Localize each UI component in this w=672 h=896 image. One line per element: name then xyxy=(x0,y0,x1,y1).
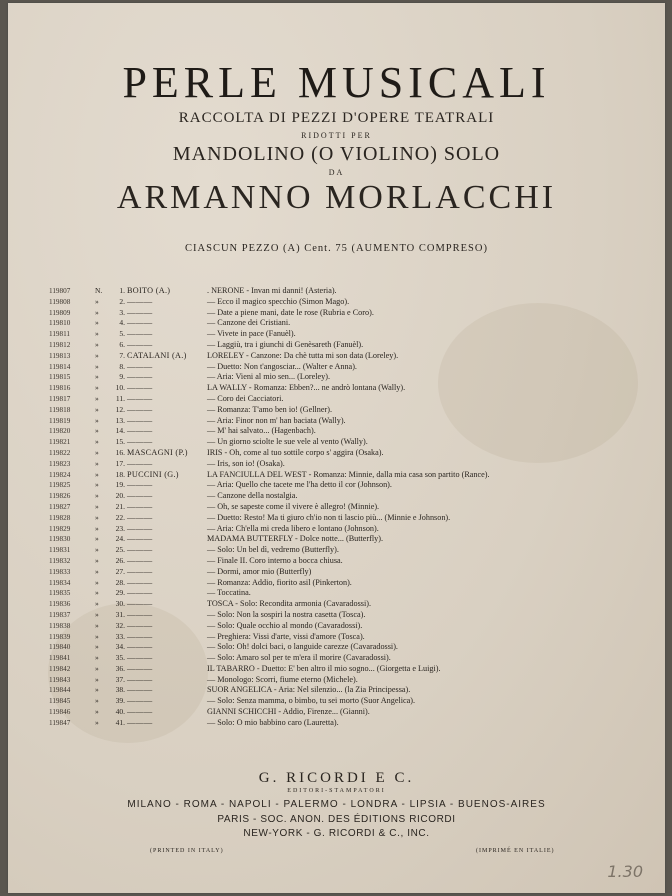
list-item xyxy=(49,632,609,643)
number-mark: » xyxy=(95,588,99,598)
catalog-number: 119827 xyxy=(49,502,71,511)
list-item xyxy=(49,675,609,686)
piece-description: — Solo: Senza mamma, o bimbo, tu sei morto (Suor Angelica). xyxy=(207,696,416,706)
composer-name: ——— xyxy=(127,534,153,544)
piece-index: 35. xyxy=(115,653,125,663)
catalog-number: 119816 xyxy=(49,384,71,393)
piece-description: — Solo: Non la sospiri la nostra casetta (Tosca). xyxy=(207,609,366,619)
number-mark: » xyxy=(95,696,99,706)
piece-index: 2. xyxy=(119,296,125,306)
list-item xyxy=(49,599,609,610)
list-item xyxy=(49,578,609,589)
piece-description: — Date a piene mani, date le rose (Rubria e Coro). xyxy=(207,307,374,317)
number-mark: » xyxy=(95,383,99,393)
piece-description: — Romanza: T'amo ben io! (Gellner). xyxy=(207,404,333,414)
catalog-number: 119832 xyxy=(49,556,71,565)
number-mark: » xyxy=(95,329,99,339)
composer-name: ——— xyxy=(127,545,153,555)
number-mark: » xyxy=(95,685,99,695)
number-mark: » xyxy=(95,577,99,587)
number-mark: » xyxy=(95,631,99,641)
composer-name: CATALANI (A.) xyxy=(127,350,187,360)
composer-name: ——— xyxy=(127,696,153,706)
list-item xyxy=(49,664,609,675)
piece-description: — Duetto: Non t'angosciar... (Walter e Anna). xyxy=(207,361,357,371)
catalog-number: 119840 xyxy=(49,643,71,652)
piece-index: 40. xyxy=(115,707,125,717)
composer-name: ——— xyxy=(127,458,153,468)
composer-name: ——— xyxy=(127,512,153,522)
piece-description: — Laggiù, tra i giunchi di Genèsareth (Fanuèl). xyxy=(207,339,364,349)
piece-description: — Coro dei Cacciatori. xyxy=(207,393,284,403)
list-item xyxy=(49,491,609,502)
catalog-number: 119811 xyxy=(49,330,71,339)
number-mark: » xyxy=(95,674,99,684)
catalog-number: 119837 xyxy=(49,610,71,619)
list-item xyxy=(49,437,609,448)
number-mark: » xyxy=(95,663,99,673)
composer-name: MASCAGNI (P.) xyxy=(127,447,188,457)
piece-index: 4. xyxy=(119,318,125,328)
piece-description: TOSCA - Solo: Recondita armonia (Cavaradossi). xyxy=(207,599,372,609)
list-item xyxy=(49,718,609,729)
catalog-number: 119834 xyxy=(49,578,71,587)
list-item xyxy=(49,448,609,459)
author-name: ARMANNO MORLACCHI xyxy=(116,179,557,216)
catalog-number: 119828 xyxy=(49,513,71,522)
list-item xyxy=(49,351,609,362)
piece-index: 15. xyxy=(115,437,125,447)
number-mark: » xyxy=(95,480,99,490)
composer-name: ——— xyxy=(127,501,153,511)
piece-index: 21. xyxy=(115,501,125,511)
number-mark: » xyxy=(95,393,99,403)
number-mark: » xyxy=(95,339,99,349)
printed-in-italy: (PRINTED IN ITALY) xyxy=(150,848,224,854)
list-item xyxy=(49,416,609,427)
number-mark: » xyxy=(95,555,99,565)
piece-description: — Solo: Oh! dolci baci, o languide carezze (Cavaradossi). xyxy=(207,642,398,652)
catalog-number: 119842 xyxy=(49,664,71,673)
number-mark: » xyxy=(95,642,99,652)
catalog-number: 119817 xyxy=(49,394,71,403)
catalog-number: 119830 xyxy=(49,535,71,544)
sheet-music-cover xyxy=(8,3,665,893)
catalog-number: 119822 xyxy=(49,448,71,457)
number-mark: » xyxy=(95,512,99,522)
number-mark: » xyxy=(95,491,99,501)
piece-index: 30. xyxy=(115,599,125,609)
list-item xyxy=(49,297,609,308)
price-line: CIASCUN PEZZO (A) Cent. 75 (AUMENTO COMPRESO) xyxy=(185,243,488,254)
number-mark: » xyxy=(95,469,99,479)
list-item xyxy=(49,545,609,556)
composer-name: ——— xyxy=(127,361,153,371)
catalog-number: 119846 xyxy=(49,708,71,717)
piece-description: SUOR ANGELICA - Aria: Nel silenzio... (la Zia Principessa). xyxy=(207,685,411,695)
catalog-number: 119809 xyxy=(49,308,71,317)
composer-name: ——— xyxy=(127,437,153,447)
number-mark: » xyxy=(95,296,99,306)
piece-description: — Solo: O mio babbino caro (Lauretta). xyxy=(207,717,339,727)
piece-description: — Aria: Quello che tacete me l'ha detto il cor (Johnson). xyxy=(207,480,392,490)
composer-name: ——— xyxy=(127,296,153,306)
list-item xyxy=(49,426,609,437)
piece-index: 1. xyxy=(119,286,125,295)
piece-description: — Solo: Un bel dì, vedremo (Butterfly). xyxy=(207,545,339,555)
number-mark: » xyxy=(95,534,99,544)
composer-name: ——— xyxy=(127,393,153,403)
catalog-number: 119812 xyxy=(49,340,71,349)
number-mark: » xyxy=(95,566,99,576)
catalog-number: 119810 xyxy=(49,319,71,328)
composer-name: ——— xyxy=(127,426,153,436)
piece-description: LORELEY - Canzone: Da chè tutta mi son data (Loreley). xyxy=(207,350,399,360)
composer-name: ——— xyxy=(127,329,153,339)
catalog-number: 119844 xyxy=(49,686,71,695)
publisher-paris: PARIS - SOC. ANON. DES ÉDITIONS RICORDI xyxy=(217,814,456,825)
piece-description: IL TABARRO - Duetto: E' ben altro il mio sogno... (Giorgetta e Luigi). xyxy=(207,663,441,673)
catalog-number: 119824 xyxy=(49,470,71,479)
piece-description: — Aria: Ch'ella mi creda libero e lontano (Johnson). xyxy=(207,523,379,533)
list-item xyxy=(49,556,609,567)
piece-description: — Dormi, amor mio (Butterfly) xyxy=(207,566,312,576)
catalog-number: 119826 xyxy=(49,492,71,501)
catalog-number: 119847 xyxy=(49,718,71,727)
list-item xyxy=(49,502,609,513)
piece-description: — Aria: Vieni al mio sen... (Loreley). xyxy=(207,372,331,382)
list-item xyxy=(49,524,609,535)
piece-index: 17. xyxy=(115,458,125,468)
piece-index: 13. xyxy=(115,415,125,425)
composer-name: ——— xyxy=(127,318,153,328)
piece-description: — Vivete in pace (Fanuèl). xyxy=(207,329,296,339)
composer-name: ——— xyxy=(127,383,153,393)
number-mark: » xyxy=(95,404,99,414)
composer-name: ——— xyxy=(127,555,153,565)
list-item xyxy=(49,372,609,383)
publisher-newyork: NEW-YORK - G. RICORDI & C., INC. xyxy=(243,828,430,839)
number-mark: N. xyxy=(95,286,103,295)
piece-index: 14. xyxy=(115,426,125,436)
list-item xyxy=(49,642,609,653)
piece-index: 8. xyxy=(119,361,125,371)
number-mark: » xyxy=(95,447,99,457)
number-mark: » xyxy=(95,609,99,619)
page-title: PERLE MUSICALI xyxy=(122,58,551,107)
pieces-list xyxy=(49,286,609,729)
catalog-number: 119813 xyxy=(49,351,71,360)
composer-name: ——— xyxy=(127,566,153,576)
piece-description: — Ecco il magico specchio (Simon Mago). xyxy=(207,296,350,306)
composer-name: ——— xyxy=(127,609,153,619)
piece-index: 22. xyxy=(115,512,125,522)
number-mark: » xyxy=(95,350,99,360)
composer-name: ——— xyxy=(127,588,153,598)
piece-index: 7. xyxy=(119,350,125,360)
piece-index: 38. xyxy=(115,685,125,695)
piece-index: 34. xyxy=(115,642,125,652)
piece-description: — M' hai salvato... (Hagenbach). xyxy=(207,426,316,436)
catalog-number: 119831 xyxy=(49,546,71,555)
piece-index: 18. xyxy=(115,469,125,479)
piece-index: 12. xyxy=(115,404,125,414)
composer-name: ——— xyxy=(127,663,153,673)
number-mark: » xyxy=(95,415,99,425)
piece-description: — Un giorno sciolte le sue vele al vento (Wally). xyxy=(207,437,368,447)
list-item xyxy=(49,588,609,599)
list-item xyxy=(49,470,609,481)
number-mark: » xyxy=(95,501,99,511)
catalog-number: 119843 xyxy=(49,675,71,684)
number-mark: » xyxy=(95,318,99,328)
catalog-number: 119833 xyxy=(49,567,71,576)
composer-name: ——— xyxy=(127,372,153,382)
piece-index: 36. xyxy=(115,663,125,673)
composer-name: ——— xyxy=(127,685,153,695)
piece-index: 16. xyxy=(115,447,125,457)
list-item xyxy=(49,405,609,416)
catalog-number: 119823 xyxy=(49,459,71,468)
piece-description: GIANNI SCHICCHI - Addio, Firenze... (Gianni). xyxy=(207,707,370,717)
composer-name: ——— xyxy=(127,707,153,717)
piece-index: 20. xyxy=(115,491,125,501)
catalog-number: 119845 xyxy=(49,697,71,706)
list-item xyxy=(49,308,609,319)
piece-index: 26. xyxy=(115,555,125,565)
catalog-number: 119818 xyxy=(49,405,71,414)
number-mark: » xyxy=(95,307,99,317)
piece-index: 10. xyxy=(115,383,125,393)
piece-index: 31. xyxy=(115,609,125,619)
composer-name: ——— xyxy=(127,307,153,317)
composer-name: ——— xyxy=(127,653,153,663)
number-mark: » xyxy=(95,437,99,447)
piece-description: IRIS - Oh, come al tuo sottile corpo s' aggira (Osaka). xyxy=(207,447,384,457)
piece-index: 24. xyxy=(115,534,125,544)
piece-description: — Solo: Amaro sol per te m'era il morire (Cavaradossi). xyxy=(207,653,391,663)
piece-index: 9. xyxy=(119,372,125,382)
piece-description: — Iris, son io! (Osaka). xyxy=(207,458,285,468)
publisher-role: EDITORI-STAMPATORI xyxy=(287,788,386,794)
composer-name: ——— xyxy=(127,674,153,684)
composer-name: ——— xyxy=(127,577,153,587)
list-item xyxy=(49,340,609,351)
ridotti-label: RIDOTTI PER xyxy=(301,131,372,140)
piece-description: — Aria: Finor non m' han baciata (Wally). xyxy=(207,415,346,425)
piece-description: — Canzone dei Cristiani. xyxy=(207,318,291,328)
catalog-number: 119820 xyxy=(49,427,71,436)
piece-description: LA FANCIULLA DEL WEST - Romanza: Minnie, dalla mia casa son partito (Rance). xyxy=(207,469,490,479)
number-mark: » xyxy=(95,426,99,436)
catalog-number: 119839 xyxy=(49,632,71,641)
list-item xyxy=(49,383,609,394)
list-item xyxy=(49,286,609,297)
piece-index: 39. xyxy=(115,696,125,706)
catalog-number: 119808 xyxy=(49,297,71,306)
pencil-price-note: 1.30 xyxy=(607,862,643,881)
number-mark: » xyxy=(95,372,99,382)
list-item xyxy=(49,394,609,405)
piece-index: 27. xyxy=(115,566,125,576)
composer-name: ——— xyxy=(127,620,153,630)
list-item xyxy=(49,318,609,329)
instrument-line: MANDOLINO (O VIOLINO) SOLO xyxy=(172,143,501,165)
piece-index: 37. xyxy=(115,674,125,684)
piece-index: 19. xyxy=(115,480,125,490)
catalog-number: 119829 xyxy=(49,524,71,533)
composer-name: ——— xyxy=(127,599,153,609)
composer-name: ——— xyxy=(127,491,153,501)
number-mark: » xyxy=(95,523,99,533)
piece-description: MADAMA BUTTERFLY - Dolce notte... (Butterfly). xyxy=(207,534,384,544)
number-mark: » xyxy=(95,545,99,555)
piece-description: LA WALLY - Romanza: Ebben?... ne andrò lontana (Wally). xyxy=(207,383,406,393)
list-item xyxy=(49,610,609,621)
list-item xyxy=(49,362,609,373)
number-mark: » xyxy=(95,707,99,717)
publisher-cities: MILANO - ROMA - NAPOLI - PALERMO - LONDRA - LIPSIA - BUENOS-AIRES xyxy=(127,799,546,810)
piece-description: — Romanza: Addio, fiorito asil (Pinkerton). xyxy=(207,577,352,587)
piece-index: 23. xyxy=(115,523,125,533)
number-mark: » xyxy=(95,717,99,727)
catalog-number: 119838 xyxy=(49,621,71,630)
catalog-number: 119825 xyxy=(49,481,71,490)
list-item xyxy=(49,685,609,696)
subtitle: RACCOLTA DI PEZZI D'OPERE TEATRALI xyxy=(178,110,495,126)
catalog-number: 119841 xyxy=(49,654,71,663)
list-item xyxy=(49,513,609,524)
number-mark: » xyxy=(95,599,99,609)
composer-name: PUCCINI (G.) xyxy=(127,469,179,479)
number-mark: » xyxy=(95,458,99,468)
da-label: DA xyxy=(328,168,345,177)
piece-description: . NERONE - Invan mi danni! (Asteria). xyxy=(207,286,337,295)
composer-name: ——— xyxy=(127,631,153,641)
list-item xyxy=(49,707,609,718)
piece-index: 3. xyxy=(119,307,125,317)
catalog-number: 119821 xyxy=(49,438,71,447)
list-item xyxy=(49,653,609,664)
piece-index: 41. xyxy=(115,717,125,727)
number-mark: » xyxy=(95,653,99,663)
catalog-number: 119819 xyxy=(49,416,71,425)
piece-index: 29. xyxy=(115,588,125,598)
catalog-number: 119807 xyxy=(49,287,71,295)
imprime-en-italie: (IMPRIMÉ EN ITALIE) xyxy=(476,848,555,854)
publisher-name: G. RICORDI E C. xyxy=(258,770,415,786)
piece-description: — Preghiera: Vissi d'arte, vissi d'amore (Tosca). xyxy=(207,631,365,641)
list-item xyxy=(49,696,609,707)
composer-name: ——— xyxy=(127,404,153,414)
piece-index: 33. xyxy=(115,631,125,641)
piece-description: — Finale II. Coro interno a bocca chiusa. xyxy=(207,555,343,565)
list-item xyxy=(49,534,609,545)
piece-description: — Toccatina. xyxy=(207,588,251,598)
catalog-number: 119836 xyxy=(49,600,71,609)
list-item xyxy=(49,459,609,470)
piece-index: 5. xyxy=(119,329,125,339)
composer-name: ——— xyxy=(127,523,153,533)
piece-index: 25. xyxy=(115,545,125,555)
composer-name: ——— xyxy=(127,480,153,490)
list-item xyxy=(49,621,609,632)
number-mark: » xyxy=(95,361,99,371)
composer-name: ——— xyxy=(127,339,153,349)
piece-description: — Solo: Quale occhio al mondo (Cavaradossi). xyxy=(207,620,363,630)
composer-name: ——— xyxy=(127,717,153,727)
catalog-number: 119815 xyxy=(49,373,71,382)
list-item xyxy=(49,480,609,491)
piece-description: — Canzone della nostalgia. xyxy=(207,491,298,501)
composer-name: ——— xyxy=(127,642,153,652)
catalog-number: 119814 xyxy=(49,362,71,371)
composer-name: ——— xyxy=(127,415,153,425)
piece-description: — Monologo: Scorri, fiume eterno (Michele). xyxy=(207,674,358,684)
list-item xyxy=(49,567,609,578)
composer-name: BOITO (A.) xyxy=(127,286,171,295)
catalog-number: 119835 xyxy=(49,589,71,598)
piece-description: — Oh, se sapeste come il vivere è allegro! (Minnie). xyxy=(207,501,380,511)
piece-index: 6. xyxy=(119,339,125,349)
piece-index: 28. xyxy=(115,577,125,587)
piece-index: 11. xyxy=(115,393,125,403)
piece-index: 32. xyxy=(115,620,125,630)
piece-description: — Duetto: Resto! Ma ti giuro ch'io non ti lascio più... (Minnie e Johnson). xyxy=(207,512,451,522)
number-mark: » xyxy=(95,620,99,630)
list-item xyxy=(49,329,609,340)
